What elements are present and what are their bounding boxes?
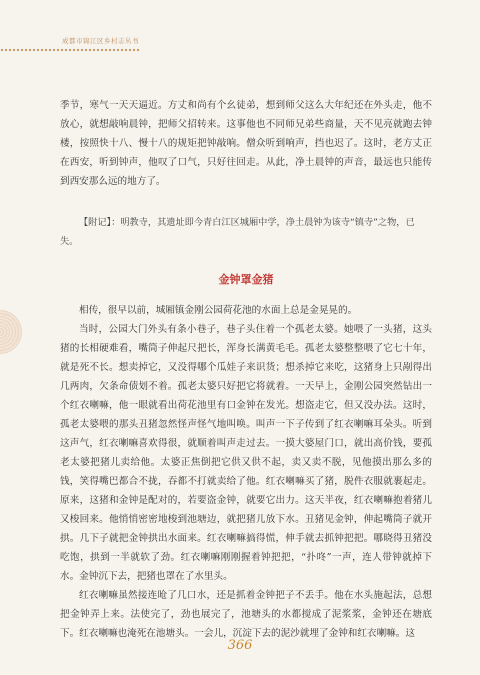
- appendix-note: 【附记】：明教寺，其遗址即今青白江区城厢中学，净土晨钟为该寺“镇寺”之物，已失。: [60, 217, 415, 247]
- page-number: 366: [227, 638, 253, 653]
- side-ornament: [0, 310, 22, 354]
- story-paragraph: 红衣喇嘛虽然接连呛了几口水，还是抓着金钟把子不丢手。他在水头施起法，总想把金钟弄上来。法使完了，劲也展完了，池塘头的水都搅成了泥浆浆，金钟还在塘底下。红衣喇嘛也淹死在池塘头。一会儿，沉淀下去的泥沙就埋了金钟和红衣喇嘛。这: [60, 590, 432, 639]
- page-content: [60, 96, 432, 643]
- story-paragraph: 相传，很早以前，城厢镇金刚公园荷花池的水面上总是金晃晃的。: [79, 305, 358, 316]
- story-paragraph: 当时，公园大门外头有条小巷子，巷子头住着一个孤老太婆。她喂了一头猪，这头猪的长相硬难看，嘴筒子伸起尺把长，浑身长满黄毛毛。孤老太婆整整喂了它七十年，就是死不长。想卖掉它，又没得哪个瓜娃子来识货；想杀掉它来吃，这猪身上只剐得出几两肉，欠条命债划不着。孤老太婆只好把它将就着。一天早上，金刚公园突然钻出一个红衣喇嘛，他一眼就看出荷花池里有口金钟在发光。想盗走它，但又没办法。这时，孤老太婆喂的那头丑猪忽然怪声怪气地叫唤。叫声一下子传到了红衣喇嘛耳朵头。听到这声气，红衣喇嘛喜欢得很，就顺着叫声走过去。一摸大婆屋门口，就出高价钱，要孤老太婆把猪儿卖给他。太婆正焦倒把它供又供不起，卖又卖不脱，见他摸出那么多的钱，笑得嘴巴都合不拢，吞都不打就卖给了他。红衣喇嘛买了猪，脱件衣服就裹起走。原来，这猪和金钟是配对的，若要盗金钟，就要它出力。这天半夜，红衣喇嘛抱着猪儿又梭回来。他悄悄密密地梭到池塘边，就把猪儿放下水。丑猪见金钟，伸起嘴筒子就开拱。几下子就把金钟拱出水面来。红衣喇嘛搞得慌，伸手就去抓钟把把。哪晓得丑猪没吃饱，拱到一半就软了劲。红衣喇嘛刚刚握着钟把把，“扑咚”一声，连人带钟就掉下水。金钟沉下去，把猪也罩在了水里头。: [60, 324, 432, 582]
- header-dotted-rule: [0, 48, 140, 52]
- section-title: 金钟罩金猪: [218, 273, 274, 286]
- series-title: 成都市锦江区乡村志丛书: [62, 37, 139, 45]
- continued-paragraph: 季节，寒气一天天逼近。方丈和尚有个幺徒弟，想到师父这么大年纪还在外头走，他不放心，就想敲响晨钟，把师父招转来。这事他也不同师兄弟些商量，天不见亮就跑去钟楼，按照快十八、慢十八的规矩把钟敲响。僧众听到响声，挡也迟了。这时，老方丈正在西安，听到钟声，他叹了口气，只好往回走。从此，净土晨钟的声音，最远也只能传到西安那么远的地方了。: [60, 100, 432, 187]
